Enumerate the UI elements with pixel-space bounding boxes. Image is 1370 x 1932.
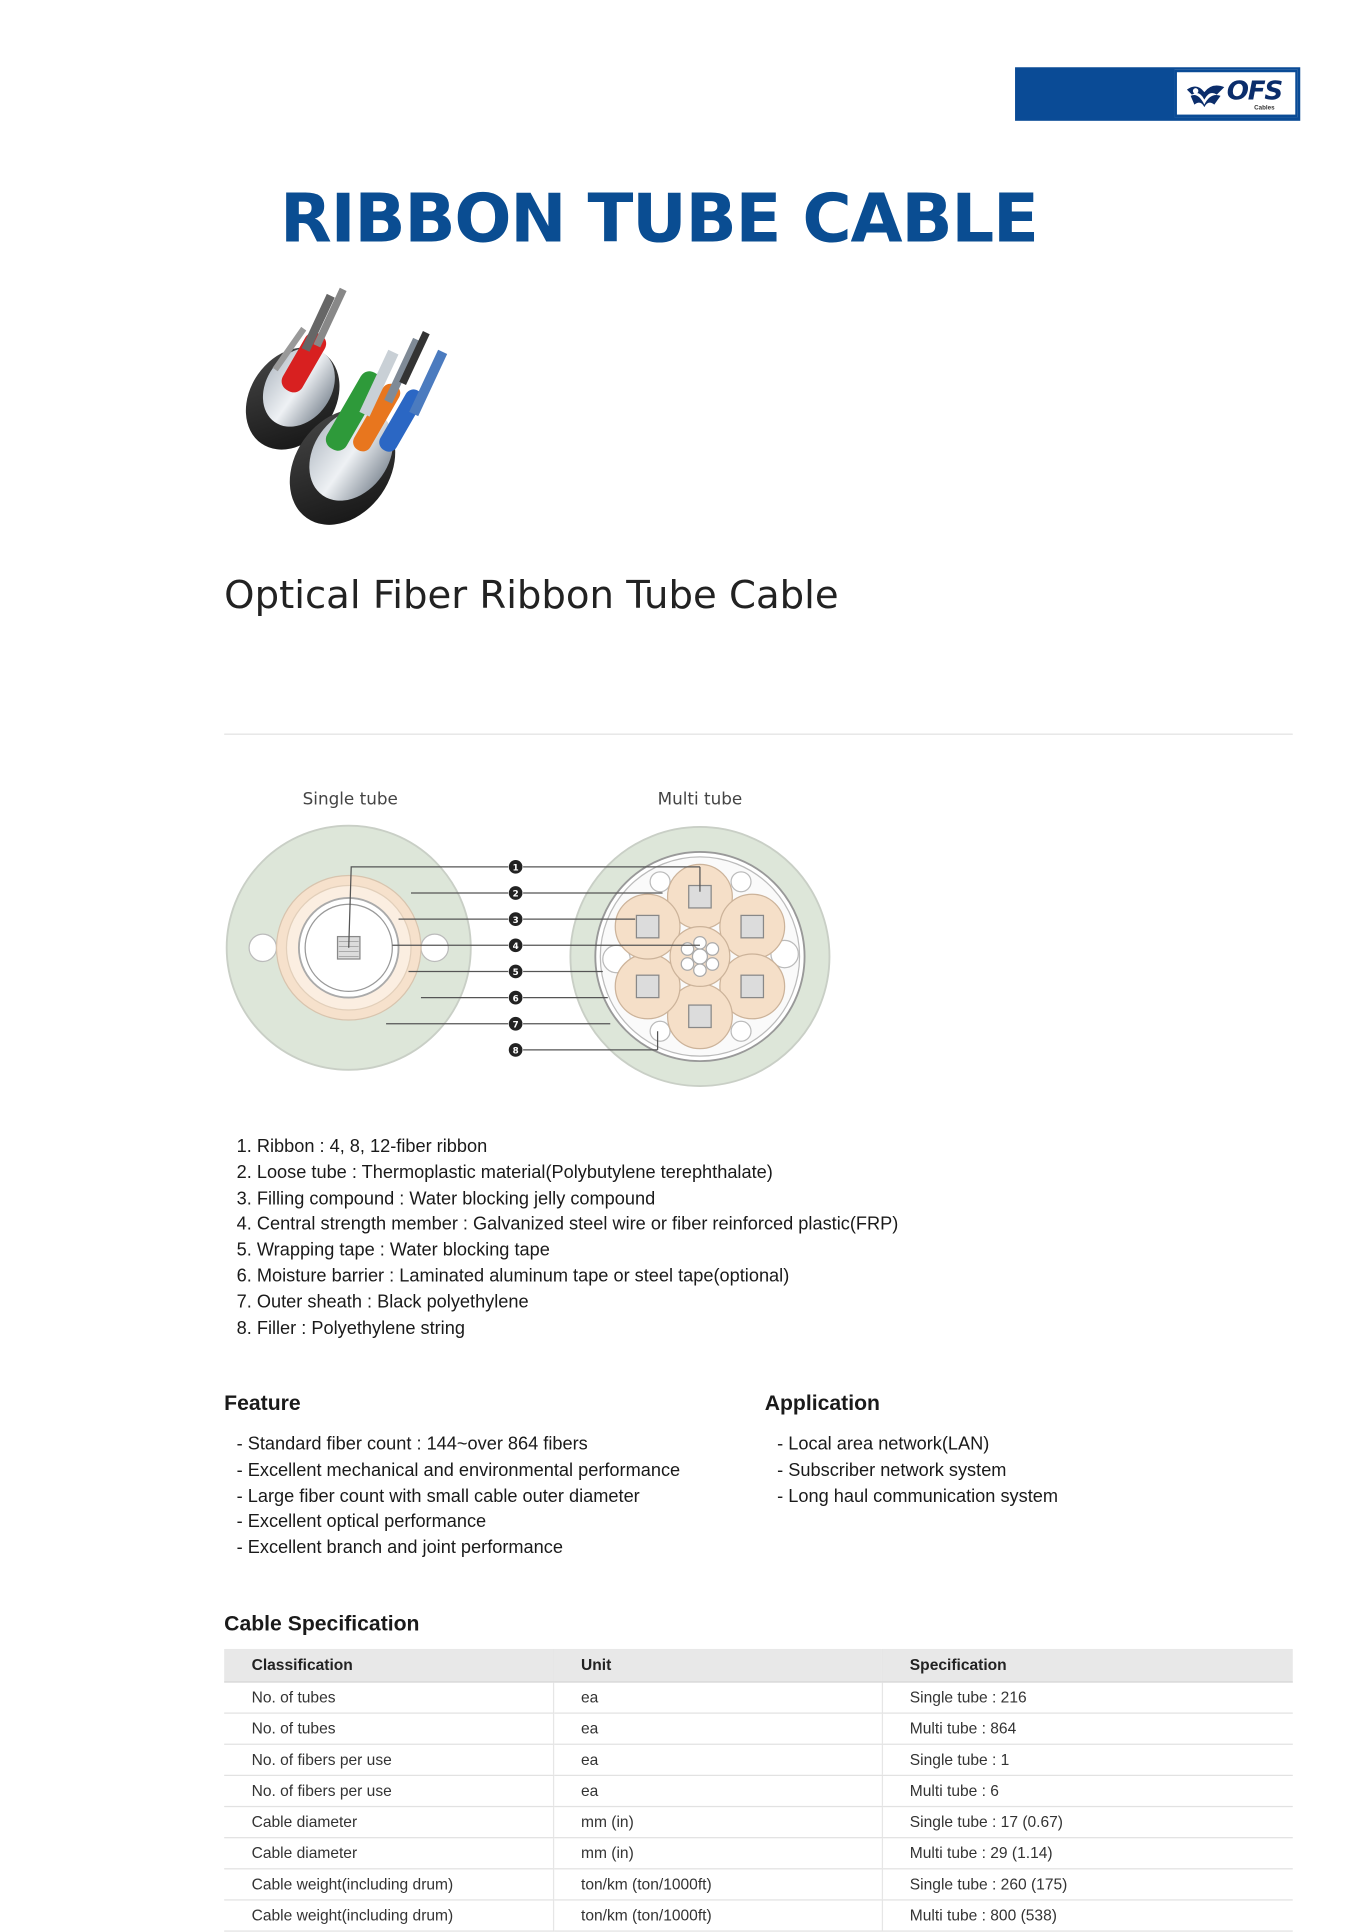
svg-text:7: 7 — [512, 1020, 519, 1031]
cell-specification: Multi tube : 29 (1.14) — [882, 1838, 1293, 1869]
parts-list-item: 8. Filler : Polyethylene string — [236, 1318, 465, 1339]
table-row — [224, 1682, 1293, 1713]
spec-table — [224, 1649, 1293, 1932]
parts-list — [237, 1135, 899, 1342]
multi-tube-label: Multi tube — [657, 788, 743, 809]
cell-unit: mm (in) — [553, 1807, 882, 1838]
table-row — [224, 1869, 1293, 1900]
cell-unit: ton/km (ton/1000ft) — [553, 1869, 882, 1900]
svg-text:8: 8 — [512, 1046, 519, 1057]
cell-unit: ea — [553, 1744, 882, 1775]
spec-heading: Cable Specification — [224, 1611, 420, 1636]
table-row — [224, 1838, 1293, 1869]
cell-specification: Multi tube : 6 — [882, 1775, 1293, 1806]
application-item: - Subscriber network system — [777, 1460, 1007, 1481]
cable-product-image — [237, 280, 486, 535]
table-row — [224, 1775, 1293, 1806]
feature-item: - Excellent optical performance — [236, 1512, 487, 1533]
cell-classification: Cable diameter — [224, 1807, 553, 1838]
callout-4 — [509, 938, 523, 952]
cell-specification: Single tube : 260 (175) — [882, 1869, 1293, 1900]
cell-specification: Multi tube : 864 — [882, 1713, 1293, 1744]
feature-heading: Feature — [224, 1391, 301, 1415]
cell-unit: ton/km (ton/1000ft) — [553, 1900, 882, 1931]
callout-7 — [509, 1017, 523, 1031]
cell-specification: Single tube : 17 (0.67) — [882, 1807, 1293, 1838]
svg-text:3: 3 — [512, 915, 519, 926]
column-header-specification: Specification — [882, 1649, 1293, 1682]
cell-classification: No. of fibers per use — [224, 1775, 553, 1806]
cell-unit: ea — [553, 1775, 882, 1806]
feature-list — [237, 1432, 681, 1562]
feature-item: - Large fiber count with small cable outer diameter — [236, 1486, 640, 1507]
application-item: - Local area network(LAN) — [777, 1434, 990, 1455]
cell-classification: Cable weight(including drum) — [224, 1869, 553, 1900]
svg-text:5: 5 — [512, 968, 519, 979]
svg-text:6: 6 — [512, 994, 519, 1005]
cell-classification: No. of fibers per use — [224, 1744, 553, 1775]
svg-text:4: 4 — [512, 942, 519, 953]
parts-list-item: 6. Moisture barrier : Laminated aluminum tape or steel tape(optional) — [236, 1266, 790, 1287]
feature-item: - Excellent mechanical and environmental performance — [236, 1460, 681, 1481]
cell-classification: No. of tubes — [224, 1682, 553, 1713]
table-header-row — [224, 1649, 1293, 1682]
cell-unit: ea — [553, 1713, 882, 1744]
callout-1 — [509, 860, 523, 874]
cell-classification: No. of tubes — [224, 1713, 553, 1744]
product-subtitle: Optical Fiber Ribbon Tube Cable — [224, 572, 839, 618]
callout-6 — [509, 991, 523, 1005]
ofs-logo — [1174, 70, 1297, 117]
single-tube-label: Single tube — [302, 788, 398, 809]
callout-3 — [509, 912, 523, 926]
table-row — [224, 1744, 1293, 1775]
parts-list-item: 7. Outer sheath : Black polyethylene — [236, 1292, 529, 1313]
section-divider — [224, 734, 1293, 735]
cell-specification: Multi tube : 800 (538) — [882, 1900, 1293, 1931]
application-item: - Long haul communication system — [777, 1486, 1059, 1507]
logo-text: OFS — [1226, 75, 1282, 106]
application-heading: Application — [764, 1391, 880, 1415]
callout-5 — [509, 965, 523, 979]
cell-unit: mm (in) — [553, 1838, 882, 1869]
table-row — [224, 1807, 1293, 1838]
parts-list-item: 2. Loose tube : Thermoplastic material(Polybutylene terephthalate) — [236, 1162, 773, 1183]
svg-text:2: 2 — [512, 889, 519, 900]
table-row — [224, 1713, 1293, 1744]
parts-list-item: 3. Filling compound : Water blocking jelly compound — [236, 1188, 656, 1209]
feature-item: - Standard fiber count : 144~over 864 fibers — [236, 1434, 588, 1455]
cross-section-diagram — [212, 772, 860, 1096]
cell-specification: Single tube : 216 — [882, 1682, 1293, 1713]
page-title: RIBBON TUBE CABLE — [280, 179, 1038, 258]
svg-text:1: 1 — [512, 863, 519, 874]
column-header-classification: Classification — [224, 1649, 553, 1682]
logo-emblem-icon — [1184, 80, 1226, 110]
logo-subtext: Cables — [1254, 104, 1275, 113]
parts-list-item: 4. Central strength member : Galvanized steel wire or fiber reinforced plastic(FRP) — [236, 1214, 899, 1235]
cell-classification: Cable weight(including drum) — [224, 1900, 553, 1931]
column-header-unit: Unit — [553, 1649, 882, 1682]
table-row — [224, 1900, 1293, 1931]
multi-tube-section — [570, 827, 829, 1086]
application-list — [777, 1432, 1058, 1510]
cell-classification: Cable diameter — [224, 1838, 553, 1869]
cell-unit: ea — [553, 1682, 882, 1713]
callout-2 — [509, 886, 523, 900]
feature-item: - Excellent branch and joint performance — [236, 1538, 563, 1559]
parts-list-item: 5. Wrapping tape : Water blocking tape — [236, 1240, 550, 1261]
cell-specification: Single tube : 1 — [882, 1744, 1293, 1775]
callout-8 — [509, 1043, 523, 1057]
parts-list-item: 1. Ribbon : 4, 8, 12-fiber ribbon — [236, 1137, 488, 1158]
